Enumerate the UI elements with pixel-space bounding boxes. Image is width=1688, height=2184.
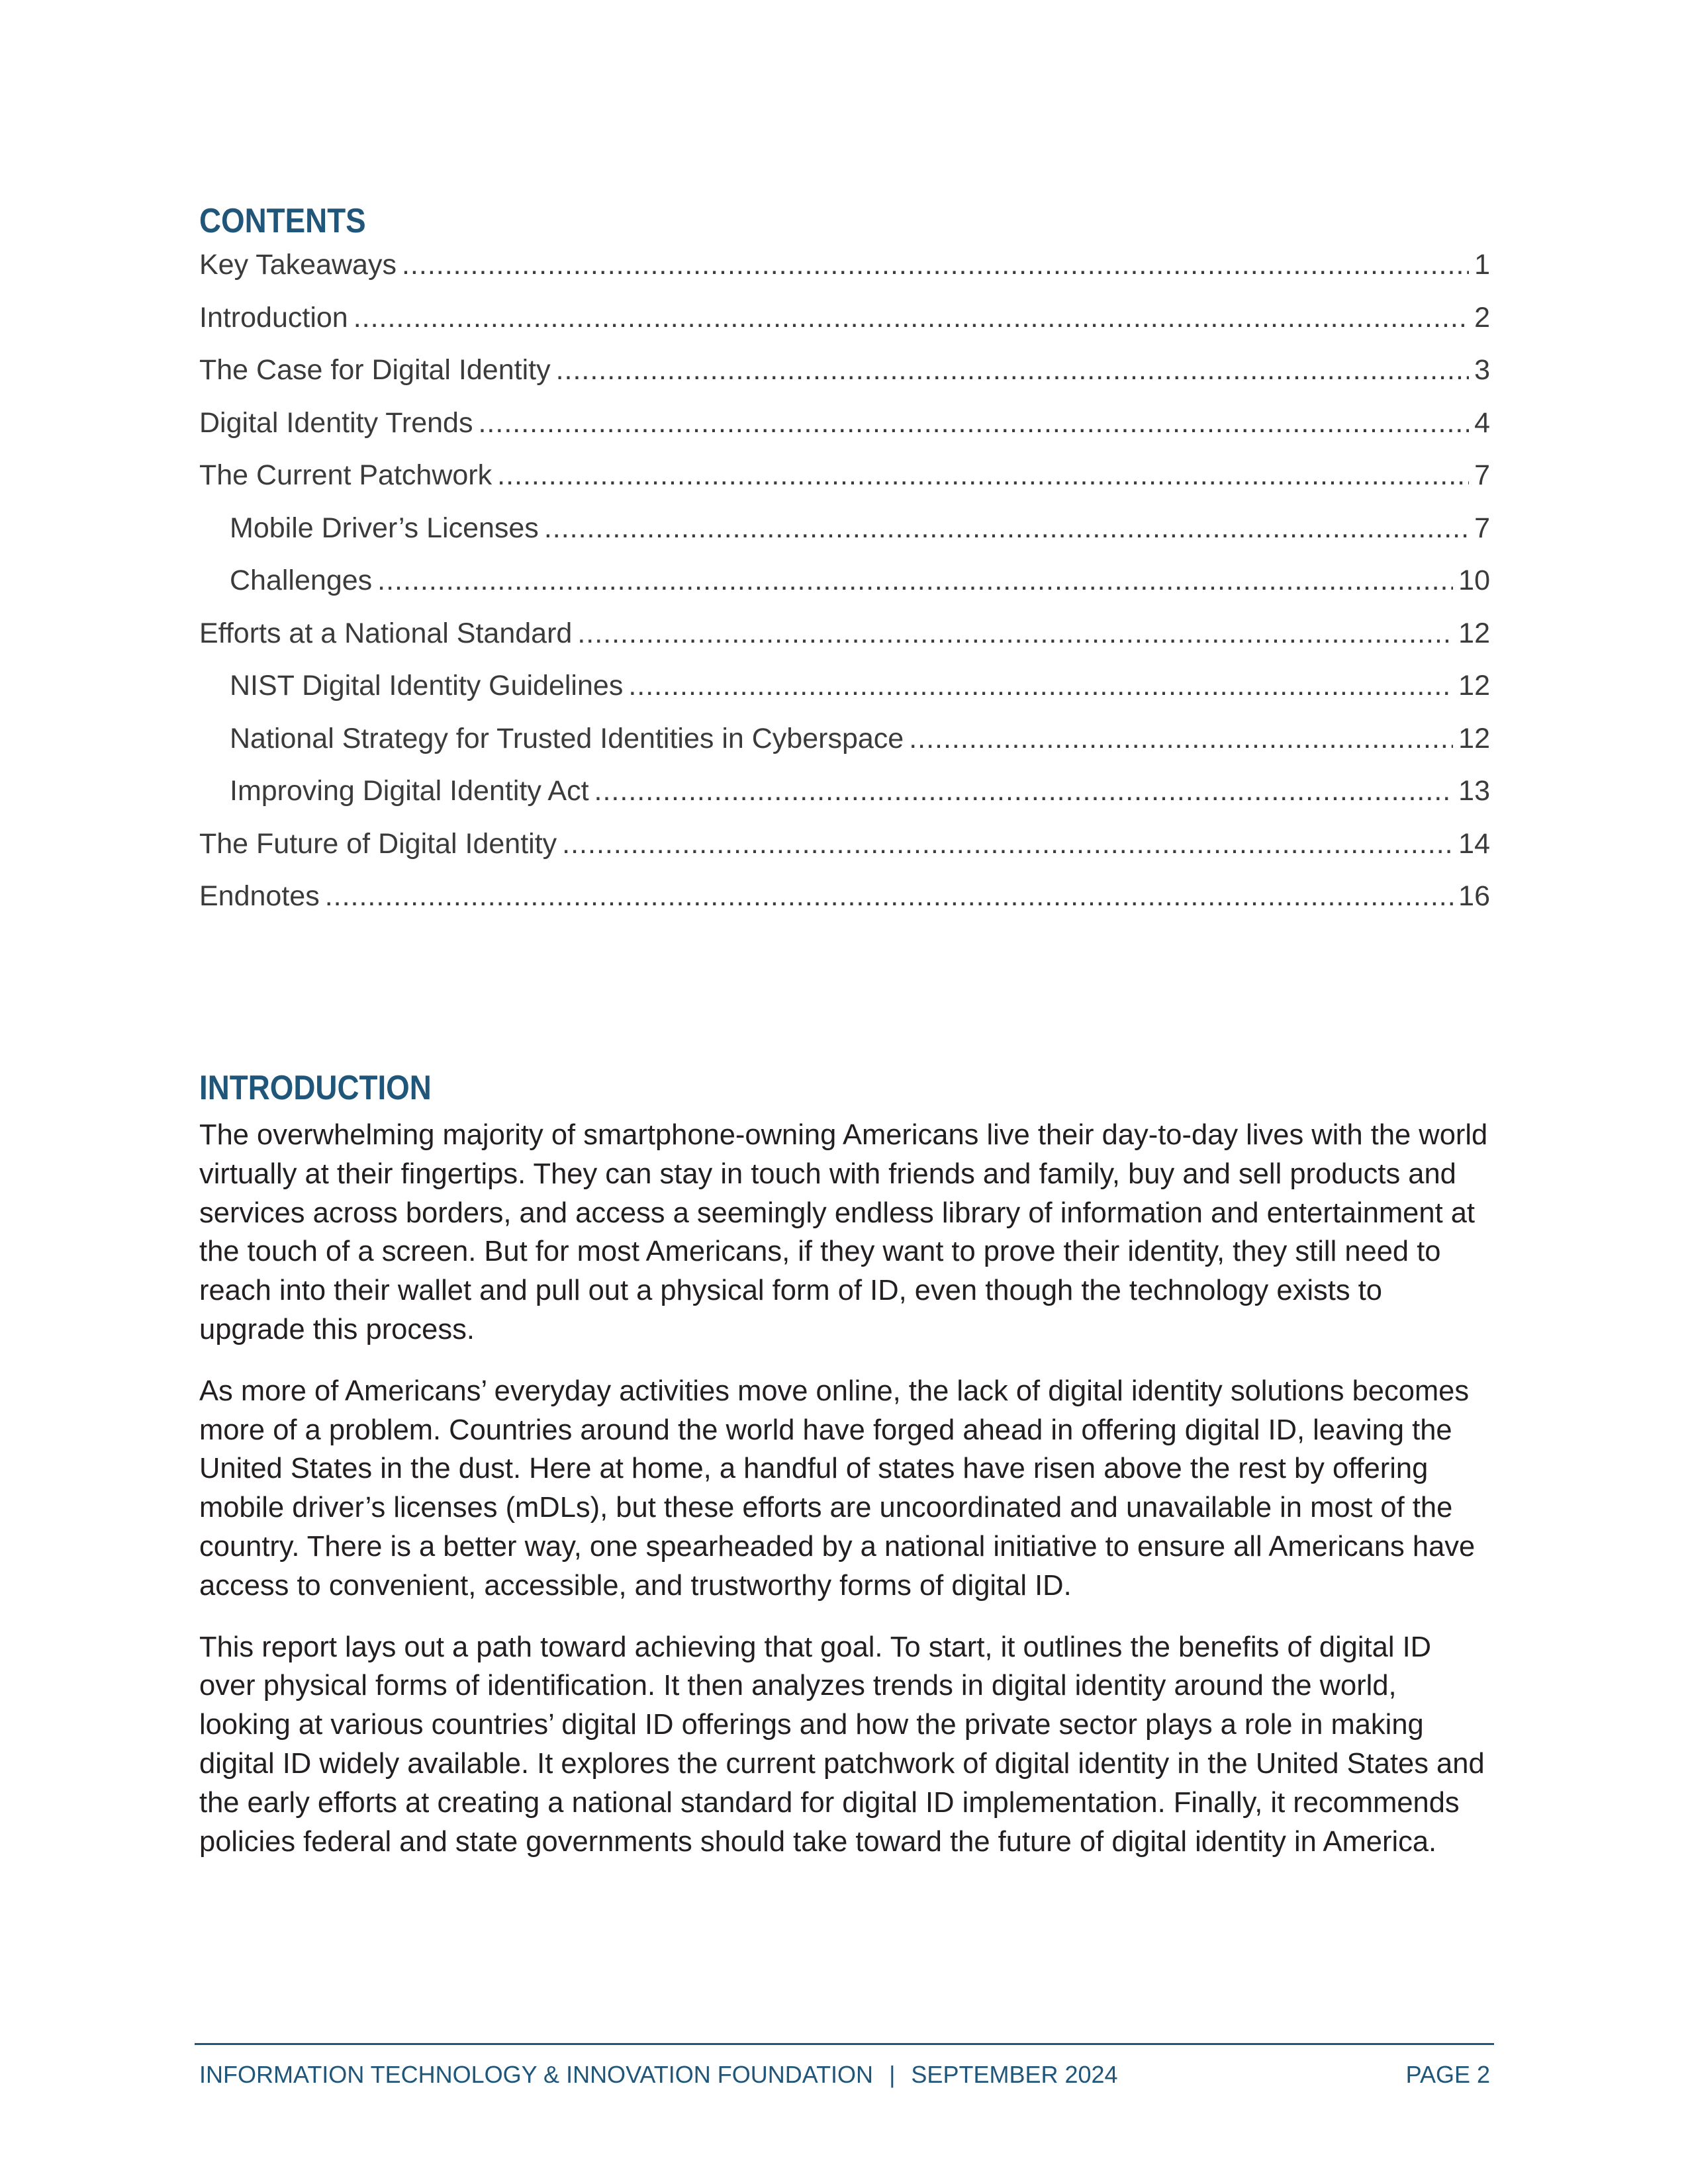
toc-entry-page: 12	[1458, 722, 1490, 754]
toc-entry-title: Improving Digital Identity Act	[230, 775, 589, 807]
toc-entry-improving-digital-identity-act[interactable]	[199, 771, 1490, 824]
toc-entry-title: Efforts at a National Standard	[199, 617, 573, 649]
table-of-contents	[199, 245, 1490, 929]
toc-entry-page: 13	[1458, 775, 1490, 807]
toc-leader-dots	[325, 876, 1453, 916]
toc-entry-page: 4	[1474, 406, 1490, 439]
toc-entry-current-patchwork[interactable]	[199, 455, 1490, 508]
toc-entry-efforts-national-standard[interactable]	[199, 614, 1490, 666]
page-footer	[199, 2058, 1490, 2091]
toc-entry-page: 2	[1474, 301, 1490, 334]
toc-leader-dots	[562, 824, 1453, 864]
toc-entry-future-of-digital-identity[interactable]	[199, 824, 1490, 877]
toc-entry-title: The Case for Digital Identity	[199, 354, 551, 386]
toc-leader-dots	[544, 508, 1469, 548]
footer-organization: INFORMATION TECHNOLOGY & INNOVATION FOUNDATION	[199, 2061, 874, 2088]
footer-page-number: PAGE 2	[1405, 2061, 1490, 2088]
toc-entry-title: Endnotes	[199, 880, 320, 912]
footer-divider	[195, 2043, 1494, 2045]
toc-entry-title: Key Takeaways	[199, 249, 397, 281]
toc-leader-dots	[497, 455, 1469, 495]
toc-entry-title: The Future of Digital Identity	[199, 827, 557, 860]
toc-entry-page: 10	[1458, 565, 1490, 596]
footer-date: SEPTEMBER 2024	[911, 2061, 1118, 2088]
toc-leader-dots	[577, 614, 1453, 653]
toc-entry-page: 14	[1458, 827, 1490, 860]
toc-entry-title: National Strategy for Trusted Identities in Cyberspace	[230, 722, 904, 754]
toc-entry-page: 16	[1458, 880, 1490, 912]
toc-leader-dots	[594, 771, 1454, 811]
toc-entry-page: 7	[1474, 512, 1490, 544]
footer-separator: |	[889, 2061, 896, 2088]
toc-entry-endnotes[interactable]	[199, 876, 1490, 929]
toc-entry-challenges[interactable]	[199, 561, 1490, 614]
toc-entry-page: 12	[1458, 670, 1490, 702]
toc-entry-title: Introduction	[199, 301, 348, 334]
toc-entry-page: 12	[1458, 617, 1490, 649]
introduction-paragraph: As more of Americans’ everyday activities move online, the lack of digital identity solutions becomes more of a problem. Countries around the world have forged ahead in offering digital ID, leaving the United States in the dust. Here at home, a handful of states have risen above the rest by offering mobile driver’s licenses (mDLs), but these efforts are uncoordinated and unavailable in most of the country. There is a better way, one spearheaded by a national initiative to ensure all Americans have access to convenient, accessible, and trustworthy forms of digital ID.	[199, 1375, 1476, 1602]
toc-entry-digital-identity-trends[interactable]	[199, 403, 1490, 456]
toc-leader-dots	[402, 245, 1469, 285]
toc-leader-dots	[478, 403, 1469, 443]
toc-leader-dots	[353, 298, 1469, 338]
toc-leader-dots	[628, 666, 1453, 705]
toc-entry-title: NIST Digital Identity Guidelines	[230, 670, 624, 702]
toc-leader-dots	[556, 350, 1470, 390]
toc-entry-title: Digital Identity Trends	[199, 406, 473, 439]
toc-entry-nist-guidelines[interactable]	[199, 666, 1490, 719]
toc-entry-title: Mobile Driver’s Licenses	[230, 512, 539, 544]
introduction-heading: INTRODUCTION	[199, 1069, 432, 1107]
toc-entry-title: Challenges	[230, 565, 373, 596]
footer-left	[199, 2058, 1118, 2091]
toc-entry-mobile-drivers-licenses[interactable]	[199, 508, 1490, 561]
toc-entry-title: The Current Patchwork	[199, 459, 492, 491]
introduction-paragraph: This report lays out a path toward achieving that goal. To start, it outlines the benefits of digital ID over physical forms of identification. It then analyzes trends in digital identity around the world, looking at various countries’ digital ID offerings and how the private sector plays a role in making digital ID widely available. It explores the current patchwork of digital identity in the United States and the early efforts at creating a national standard for digital ID implementation. Finally, it recommends policies federal and state governments should take toward the future of digital identity in America.	[199, 1631, 1485, 1858]
toc-entry-national-strategy[interactable]	[199, 719, 1490, 772]
toc-entry-page: 7	[1474, 459, 1490, 491]
toc-leader-dots	[909, 719, 1453, 758]
contents-heading: CONTENTS	[199, 202, 366, 240]
toc-leader-dots	[377, 561, 1453, 600]
introduction-body	[199, 1116, 1490, 1884]
toc-entry-case-for-digital-identity[interactable]	[199, 350, 1490, 403]
toc-entry-page: 1	[1474, 249, 1490, 281]
toc-entry-introduction[interactable]	[199, 298, 1490, 351]
introduction-paragraph: The overwhelming majority of smartphone-owning Americans live their day-to-day lives with the world virtually at their fingertips. They can stay in touch with friends and family, buy and sell products and services across borders, and access a seemingly endless library of information and entertainment at the touch of a screen. But for most Americans, if they want to prove their identity, they still need to reach into their wallet and pull out a physical form of ID, even though the technology exists to upgrade this process.	[199, 1119, 1488, 1345]
toc-entry-key-takeaways[interactable]	[199, 245, 1490, 298]
toc-entry-page: 3	[1474, 354, 1490, 386]
